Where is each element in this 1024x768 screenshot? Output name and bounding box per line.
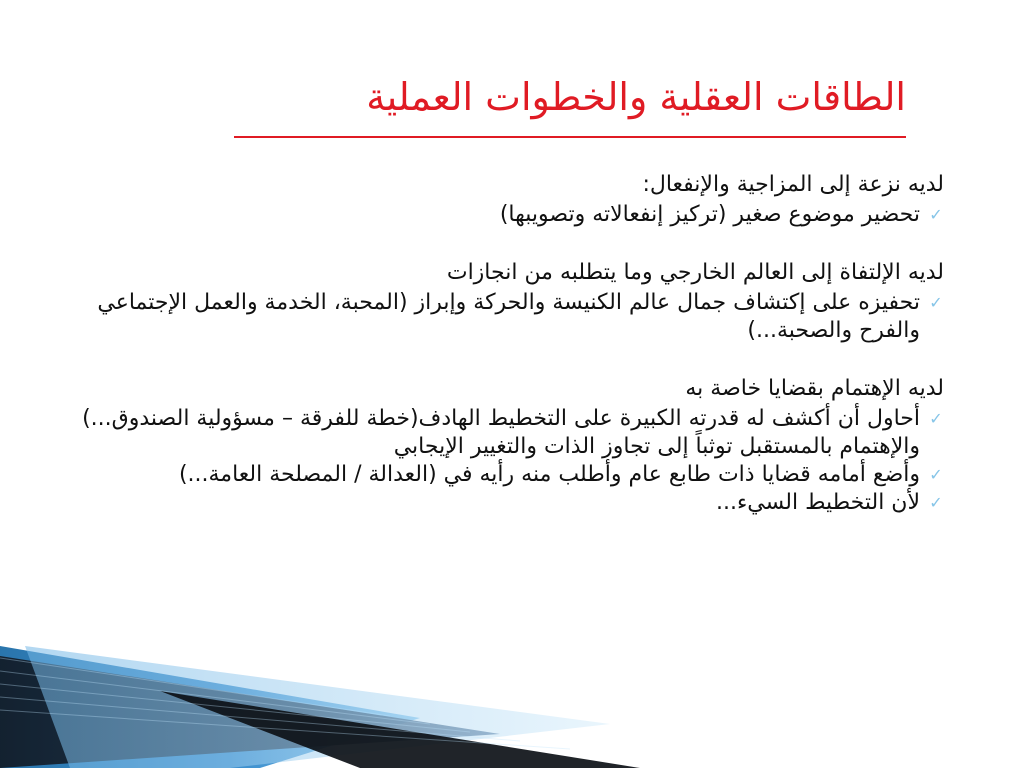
bullet-item [74, 405, 944, 461]
bullet-text: وأضع أمامه قضايا ذات طابع عام وأطلب منه رأيه في (العدالة / المصلحة العامة...) [178, 462, 920, 487]
bullet-text: تحفيزه على إكتشاف جمال عالم الكنيسة والحركة وإبراز (المحبة، الخدمة والعمل الإجتماعي والفرح والصحبة...) [97, 290, 920, 343]
section-gap [74, 229, 944, 259]
check-icon: ✓ [929, 493, 943, 512]
check-icon: ✓ [929, 465, 943, 484]
check-icon: ✓ [929, 205, 943, 224]
bullet-item [74, 489, 944, 517]
section-heading: لديه الإلتفاة إلى العالم الخارجي وما يتطلبه من انجازات [446, 260, 944, 285]
bullet-item [74, 201, 944, 229]
bullet-text: أحاول أن أكشف له قدرته الكبيرة على التخطيط الهادف(خطة للفرقة – مسؤولية الصندوق...) والإهتمام بالمستقبل توثباً إلى تجاوز الذات والتغيير الإيجابي [82, 406, 920, 459]
check-icon: ✓ [929, 293, 943, 312]
bullet-item [74, 289, 944, 345]
section-heading: لديه الإهتمام بقضايا خاصة به [685, 376, 944, 401]
slide-title: الطاقات العقلية والخطوات العملية [366, 75, 906, 119]
slide-content [74, 171, 944, 517]
check-icon: ✓ [929, 409, 943, 428]
section-gap [74, 345, 944, 375]
corner-decoration [0, 646, 640, 768]
bullet-text: تحضير موضوع صغير (تركيز إنفعالاته وتصويبها) [499, 202, 920, 227]
bullet-item [74, 461, 944, 489]
title-underline [234, 136, 906, 138]
bullet-text: لأن التخطيط السيء... [715, 490, 920, 515]
section-heading: لديه نزعة إلى المزاجية والإنفعال: [642, 172, 944, 197]
